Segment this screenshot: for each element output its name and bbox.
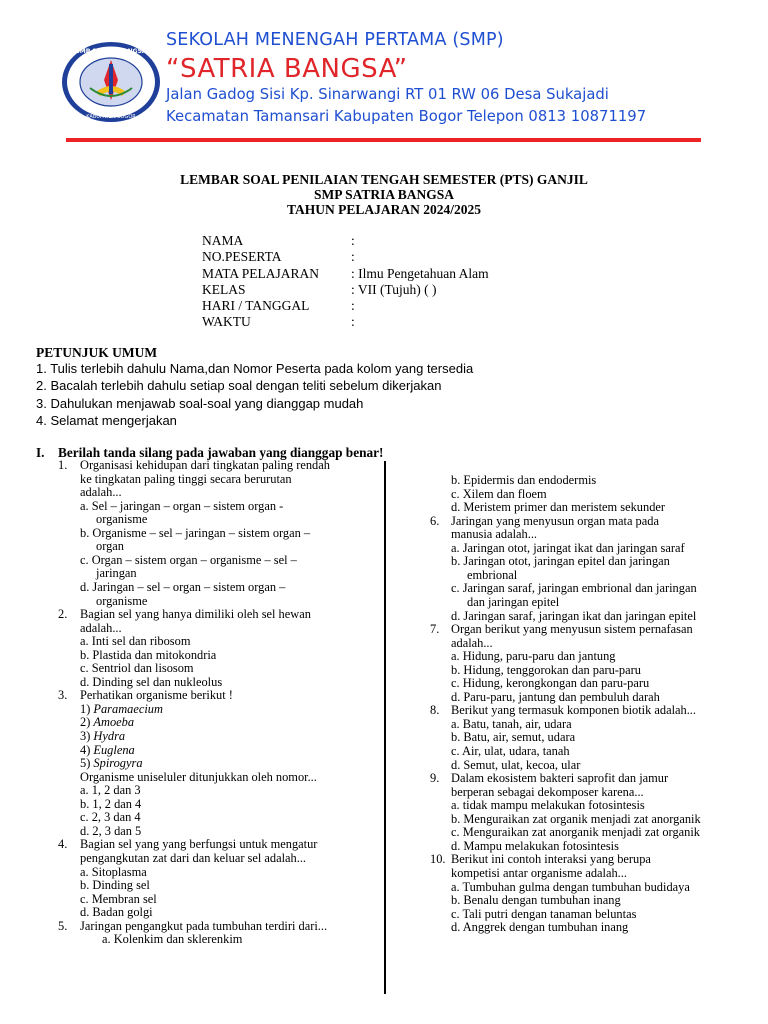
question-line: a. Hidung, paru-paru dan jantung bbox=[451, 649, 616, 664]
question-line: a. Sitoplasma bbox=[80, 864, 147, 879]
question-line: c. Menguraikan zat anorganik menjadi zat organik bbox=[451, 825, 700, 840]
identity-label: WAKTU bbox=[202, 314, 251, 330]
question-line: b. Hidung, tenggorokan dan paru-paru bbox=[451, 662, 641, 677]
question-text: Organ berikut yang menyusun sistem pernafasan bbox=[451, 622, 693, 637]
school-name: “SATRIA BANGSA” bbox=[166, 54, 408, 84]
question-number: 10. bbox=[430, 852, 446, 867]
identity-value: : VII (Tujuh) ( ) bbox=[351, 281, 437, 297]
question-line: ke tingkatan paling tinggi secara berurutan bbox=[80, 471, 292, 486]
question-line: d. Paru-paru, jantung dan pembuluh darah bbox=[451, 689, 660, 704]
organism-name: Amoeba bbox=[93, 715, 135, 730]
question-text: Berikut yang termasuk komponen biotik adalah... bbox=[451, 703, 697, 718]
question-line: organisme bbox=[96, 512, 148, 527]
question-line: 5) Spirogyra bbox=[80, 756, 143, 771]
question-line: pengangkutan zat dari dan keluar sel adalah... bbox=[80, 850, 307, 865]
question-line: 1) Paramaecium bbox=[80, 701, 163, 716]
section-number: I. bbox=[36, 445, 45, 460]
question-text: Bagian sel yang yang berfungsi untuk mengatur bbox=[80, 837, 318, 852]
question-line: a. 1, 2 dan 3 bbox=[80, 783, 141, 798]
question-line: d. Semut, ulat, kecoa, ular bbox=[451, 757, 581, 772]
question-text: Perhatikan organisme berikut ! bbox=[80, 688, 233, 703]
exam-year: TAHUN PELAJARAN 2024/2025 bbox=[286, 202, 481, 217]
question-line: adalah... bbox=[80, 485, 122, 500]
exam-school: SMP SATRIA BANGSA bbox=[313, 187, 455, 202]
question-number: 3. bbox=[58, 688, 68, 703]
question-line: d. Anggrek dengan tumbuhan inang bbox=[451, 920, 629, 935]
organism-name: Paramaecium bbox=[93, 701, 163, 716]
question-text: Berikut ini contoh interaksi yang berupa bbox=[451, 852, 651, 867]
question-line: d. Badan golgi bbox=[80, 905, 153, 920]
question-line: c. Sentriol dan lisosom bbox=[80, 661, 194, 676]
question-line: organisme bbox=[96, 593, 148, 608]
organism-name: Hydra bbox=[93, 729, 126, 743]
instruction-item: 2. Bacalah terlebih dahulu setiap soal dengan teliti sebelum dikerjakan bbox=[36, 378, 442, 393]
instruction-item: 4. Selamat mengerjakan bbox=[36, 413, 177, 428]
question-line: c. Organ – sistem organ – organisme – sel – bbox=[80, 552, 297, 567]
question-line: b. Epidermis dan endodermis bbox=[451, 473, 597, 487]
question-line: adalah... bbox=[451, 635, 493, 650]
question-line: embrional bbox=[467, 567, 518, 582]
question-line: 2) Amoeba bbox=[80, 715, 135, 730]
question-line: b. Menguraikan zat organik menjadi zat anorganik bbox=[451, 811, 701, 826]
question-line: dan jaringan epitel bbox=[467, 594, 560, 609]
question-line: a. Sel – jaringan – organ – sistem organ - bbox=[80, 498, 284, 513]
question-line: d. Jaringan saraf, jaringan ikat dan jaringan epitel bbox=[451, 608, 697, 623]
question-line: c. Xilem dan floem bbox=[451, 486, 547, 501]
question-text: Organisasi kehidupan dari tingkatan paling rendah bbox=[80, 458, 330, 472]
identity-label: KELAS bbox=[202, 281, 246, 297]
exam-title: LEMBAR SOAL PENILAIAN TENGAH SEMESTER (PTS) GANJIL bbox=[180, 172, 588, 187]
organism-name: Euglena bbox=[93, 742, 135, 757]
question-line: a. Batu, tanah, air, udara bbox=[451, 716, 572, 731]
question-number: 9. bbox=[430, 771, 440, 786]
instruction-item: 3. Dahulukan menjawab soal-soal yang dianggap mudah bbox=[36, 396, 364, 411]
question-line: c. Jaringan saraf, jaringan embrional dan jaringan bbox=[451, 581, 697, 596]
identity-value[interactable]: : bbox=[351, 298, 355, 314]
question-number: 4. bbox=[58, 837, 68, 852]
question-line: c. Membran sel bbox=[80, 891, 157, 906]
question-line: c. Air, ulat, udara, tanah bbox=[451, 744, 570, 758]
question-line: d. Meristem primer dan meristem sekunder bbox=[451, 500, 666, 515]
question-number: 8. bbox=[430, 703, 440, 718]
svg-text:SMP SATRIA BANGSA: SMP SATRIA BANGSA bbox=[75, 48, 147, 55]
question-line: jaringan bbox=[96, 566, 137, 581]
identity-value[interactable]: : bbox=[351, 233, 355, 248]
question-line: c. Hidung, kerongkongan dan paru-paru bbox=[451, 676, 650, 691]
question-line: d. Dinding sel dan nukleolus bbox=[80, 674, 223, 689]
question-text: Jaringan pengangkut pada tumbuhan terdiri dari... bbox=[80, 918, 328, 933]
identity-label: NAMA bbox=[202, 233, 244, 248]
question-line: d. Mampu melakukan fotosintesis bbox=[451, 838, 619, 853]
question-line: kompetisi antar organisme adalah... bbox=[451, 865, 627, 880]
question-line: b. Dinding sel bbox=[80, 878, 150, 893]
question-line: adalah... bbox=[80, 620, 122, 635]
question-number: 1. bbox=[58, 458, 68, 472]
question-line: 4) Euglena bbox=[80, 742, 135, 757]
question-line: a. Inti sel dan ribosom bbox=[80, 634, 191, 649]
question-number: 7. bbox=[430, 622, 440, 637]
school-logo bbox=[60, 40, 162, 124]
identity-label: HARI / TANGGAL bbox=[202, 298, 310, 314]
school-address-contact: Kecamatan Tamansari Kabupaten Bogor Telepon 0813 10871197 bbox=[166, 108, 647, 125]
question-line: a. Kolenkim dan sklerenkim bbox=[102, 932, 243, 947]
question-line: d. Jaringan – sel – organ – sistem organ – bbox=[80, 579, 286, 594]
question-line: b. Organisme – sel – jaringan – sistem organ – bbox=[80, 525, 311, 540]
identity-value[interactable]: : bbox=[351, 314, 355, 330]
identity-value[interactable]: : bbox=[351, 249, 355, 265]
question-line: Organisme uniseluler ditunjukkan oleh nomor... bbox=[80, 769, 317, 784]
question-line: b. Batu, air, semut, udara bbox=[451, 730, 576, 745]
section-text: Berilah tanda silang pada jawaban yang dianggap benar! bbox=[58, 445, 384, 460]
organism-name: Spirogyra bbox=[93, 756, 143, 771]
header-divider bbox=[66, 138, 701, 142]
question-text: Jaringan yang menyusun organ mata pada bbox=[451, 513, 659, 528]
question-line: berperan sebagai dekomposer karena... bbox=[451, 784, 644, 799]
identity-label: NO.PESERTA bbox=[202, 249, 282, 265]
question-line: d. 2, 3 dan 5 bbox=[80, 823, 142, 838]
question-number: 6. bbox=[430, 513, 440, 528]
svg-text:KABUPATEN BOGOR: KABUPATEN BOGOR bbox=[86, 114, 136, 120]
column-divider bbox=[384, 461, 386, 994]
question-line: c. 2, 3 dan 4 bbox=[80, 810, 141, 825]
question-line: a. Jaringan otot, jaringat ikat dan jaringan saraf bbox=[451, 540, 685, 555]
question-line: b. 1, 2 dan 4 bbox=[80, 796, 142, 811]
identity-value: : Ilmu Pengetahuan Alam bbox=[351, 265, 489, 281]
question-line: b. Jaringan otot, jaringan epitel dan jaringan bbox=[451, 554, 670, 569]
question-text: Dalam ekosistem bakteri saprofit dan jamur bbox=[451, 771, 669, 786]
instructions-heading: PETUNJUK UMUM bbox=[36, 345, 158, 360]
instruction-item: 1. Tulis terlebih dahulu Nama,dan Nomor Peserta pada kolom yang tersedia bbox=[36, 361, 474, 376]
question-line: c. Tali putri dengan tanaman beluntas bbox=[451, 906, 637, 921]
question-line: b. Benalu dengan tumbuhan inang bbox=[451, 893, 621, 908]
school-level: SEKOLAH MENENGAH PERTAMA (SMP) bbox=[166, 30, 504, 50]
question-number: 2. bbox=[58, 607, 68, 622]
question-line: a. tidak mampu melakukan fotosintesis bbox=[451, 798, 645, 813]
question-line: b. Plastida dan mitokondria bbox=[80, 647, 217, 662]
identity-label: MATA PELAJARAN bbox=[202, 265, 320, 281]
question-line: organ bbox=[96, 539, 124, 554]
question-text: Bagian sel yang hanya dimiliki oleh sel hewan bbox=[80, 607, 311, 622]
question-line: manusia adalah... bbox=[451, 527, 538, 542]
question-line: 3) Hydra bbox=[80, 729, 126, 743]
school-address: Jalan Gadog Sisi Kp. Sinarwangi RT 01 RW 06 Desa Sukajadi bbox=[166, 86, 609, 103]
question-number: 5. bbox=[58, 918, 68, 933]
question-line: a. Tumbuhan gulma dengan tumbuhan budidaya bbox=[451, 879, 690, 894]
